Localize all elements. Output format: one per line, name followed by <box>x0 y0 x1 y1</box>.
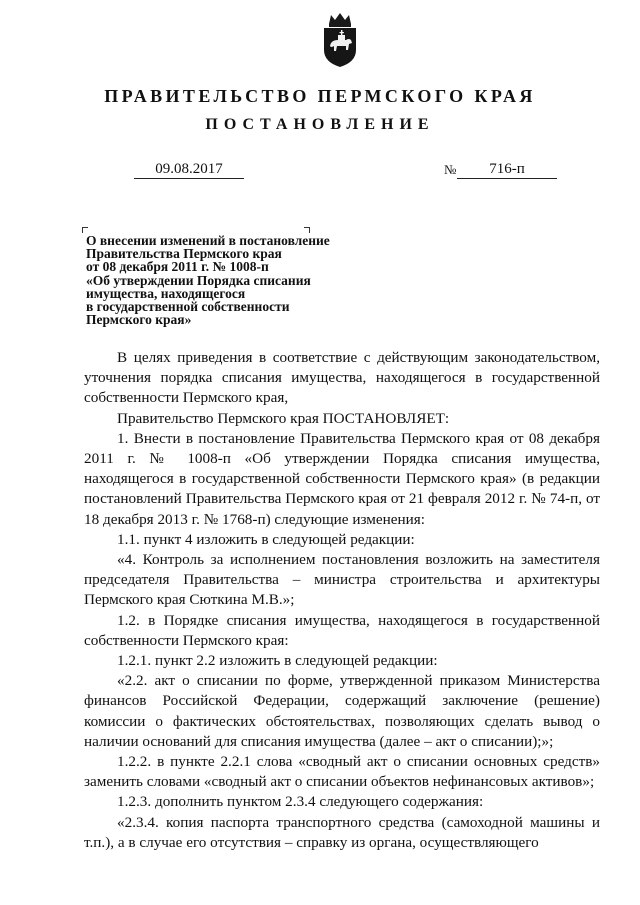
body-paragraph: «2.2. акт о списании по форме, утвержденной приказом Министерства финансов Российской Федерации, содержащий заключение (решение) комиссии о фактических обстоятельствах, позволяющих сделать вывод о наличии оснований для списания имущества (далее – акт о списании);»; <box>84 672 600 750</box>
document-subject <box>86 234 386 326</box>
body-paragraph: 1.2. в Порядке списания имущества, находящегося в государственной собственности Пермского края: <box>84 611 600 649</box>
government-title: ПРАВИТЕЛЬСТВО ПЕРМСКОГО КРАЯ <box>104 86 536 106</box>
subject-line: Пермского края» <box>86 312 192 328</box>
subject-line: «Об утверждении Порядка списания <box>86 272 311 288</box>
body-paragraph: 1. Внести в постановление Правительства Пермского края от 08 декабря 2011 г. № 1008-п «Об утверждении Порядка списания имущества, находящегося в государственной собственности Пермского края» (в редакции постановлений Правительства Пермского края от 21 февраля 2012 г. № 74-п, от 18 декабря 2013 г. № 1768-п) следующие изменения: <box>84 429 600 528</box>
body-paragraph: 1.2.1. пункт 2.2 изложить в следующей редакции: <box>117 652 438 670</box>
subject-line: в государственной собственности <box>86 299 290 315</box>
subject-line: от 08 декабря 2011 г. № 1008-п <box>86 259 269 275</box>
body-paragraph: «4. Контроль за исполнением постановления возложить на заместителя председателя Правительства – министра строительства и архитектуры Пермского края Сюткина М.В.»; <box>84 551 600 609</box>
document-body <box>84 348 600 853</box>
document-type: ПОСТАНОВЛЕНИЕ <box>205 116 435 133</box>
coat-of-arms-icon <box>319 10 361 68</box>
body-paragraph: В целях приведения в соответствие с действующим законодательством, уточнения порядка списания имущества, находящегося в государственной собственности Пермского края, <box>84 349 600 407</box>
body-paragraph: 1.1. пункт 4 изложить в следующей редакции: <box>117 530 415 548</box>
body-paragraph: 1.2.3. дополнить пунктом 2.3.4 следующего содержания: <box>117 793 484 811</box>
subject-line: Правительства Пермского края <box>86 246 282 262</box>
document-date: 09.08.2017 <box>134 160 244 179</box>
body-paragraph: Правительство Пермского края ПОСТАНОВЛЯЕТ: <box>117 409 450 427</box>
body-paragraph: «2.3.4. копия паспорта транспортного средства (самоходной машины и т.п.), а в случае его отсутствия – справку из органа, осуществляющего <box>84 813 600 851</box>
body-paragraph: 1.2.2. в пункте 2.2.1 слова «сводный акт о списании основных средств» заменить словами «сводный акт о списании объектов нефинансовых активов»; <box>84 753 600 791</box>
subject-line: О внесении изменений в постановление <box>86 233 330 248</box>
number-sign: № <box>444 162 457 177</box>
document-number: 716-п <box>457 160 557 179</box>
subject-line: имущества, находящегося <box>86 285 246 301</box>
